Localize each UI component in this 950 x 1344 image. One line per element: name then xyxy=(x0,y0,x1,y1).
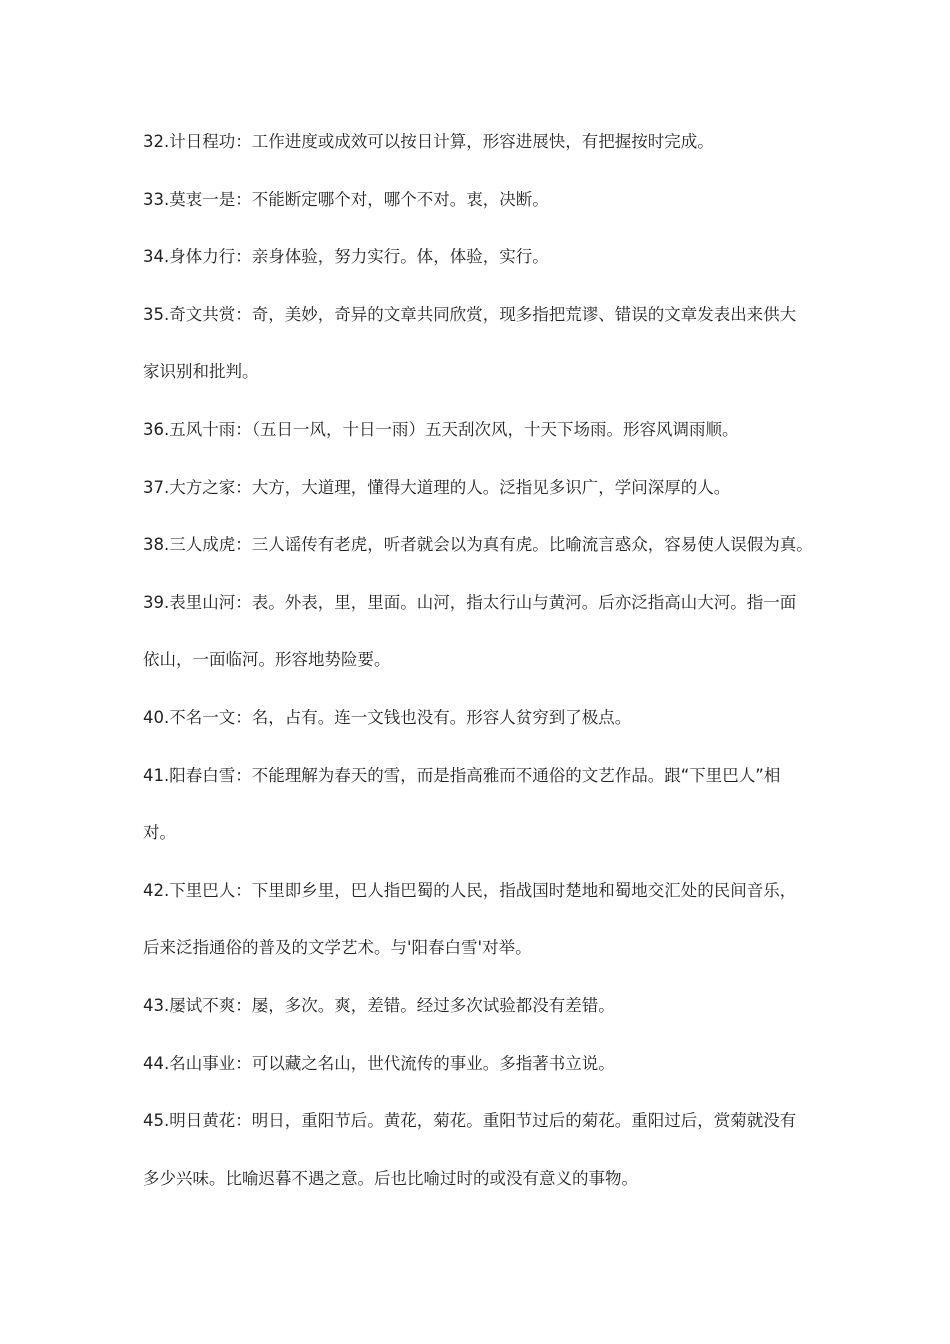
text-line: 34.身体力行：亲身体验，努力实行。体，体验，实行。 xyxy=(143,247,549,267)
text-line: 35.奇文共赏：奇，美妙，奇异的文章共同欣赏，现多指把荒谬、错误的文章发表出来供大 xyxy=(143,304,797,324)
text-line: 36.五风十雨：（五日一风，十日一雨）五天刮次风，十天下场雨。形容风调雨顺。 xyxy=(143,419,739,439)
text-line: 45.明日黄花：明日，重阳节后。黄花，菊花。重阳节过后的菊花。重阳过后，赏菊就没有 xyxy=(143,1111,797,1131)
text-line: 家识别和批判。 xyxy=(143,362,259,382)
text-line: 后来泛指通俗的普及的文学艺术。与'阳春白雪'对举。 xyxy=(143,938,532,958)
text-line: 对。 xyxy=(143,823,176,843)
text-line: 38.三人成虎：三人谣传有老虎，听者就会以为真有虎。比喻流言惑众，容易使人误假为真。 xyxy=(143,535,813,555)
text-line: 44.名山事业：可以藏之名山，世代流传的事业。多指著书立说。 xyxy=(143,1053,615,1073)
text-line: 41.阳春白雪：不能理解为春天的雪，而是指高雅而不通俗的文艺作品。跟“下里巴人”相 xyxy=(143,765,781,785)
text-line: 多少兴味。比喻迟暮不遇之意。后也比喻过时的或没有意义的事物。 xyxy=(143,1168,638,1188)
idiom-list xyxy=(143,126,823,1220)
text-line: 33.莫衷一是：不能断定哪个对，哪个不对。衷，决断。 xyxy=(143,189,549,209)
text-line: 32.计日程功：工作进度或成效可以按日计算，形容进展快，有把握按时完成。 xyxy=(143,132,714,151)
text-line: 37.大方之家：大方，大道理，懂得大道理的人。泛指见多识广，学问深厚的人。 xyxy=(143,477,731,497)
text-line: 40.不名一文：名，占有。连一文钱也没有。形容人贫穷到了极点。 xyxy=(143,707,632,727)
text-line: 43.屡试不爽：屡，多次。爽，差错。经过多次试验都没有差错。 xyxy=(143,995,615,1015)
text-line: 39.表里山河：表。外表，里，里面。山河，指太行山与黄河。后亦泛指高山大河。指一面 xyxy=(143,592,797,612)
text-line: 依山，一面临河。形容地势险要。 xyxy=(143,650,391,670)
text-line: 42.下里巴人：下里即乡里，巴人指巴蜀的人民，指战国时楚地和蜀地交汇处的民间音乐， xyxy=(143,880,797,900)
